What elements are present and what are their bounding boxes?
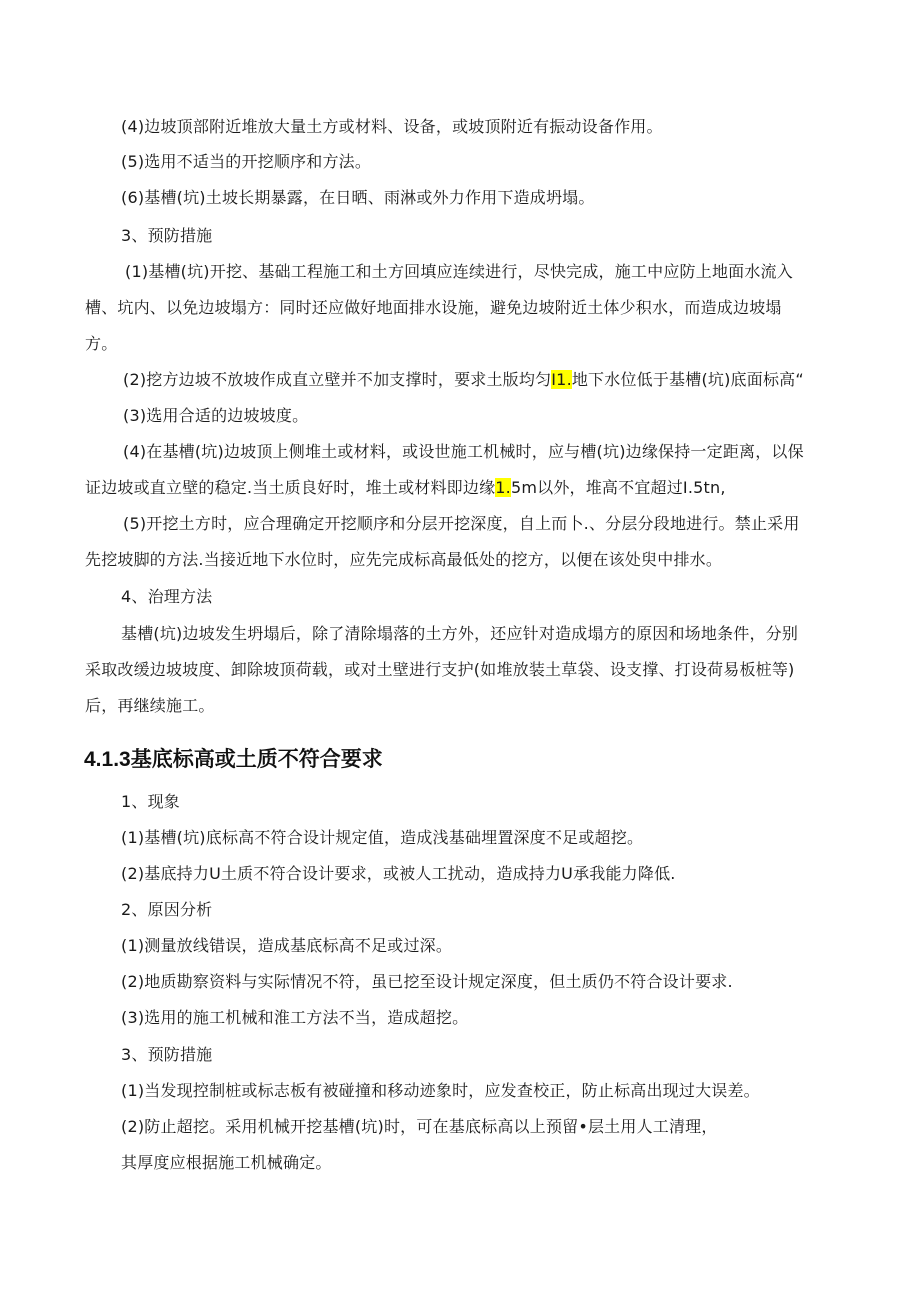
cause-item-1: (1)测量放线错误，造成基底标高不足或过深。 bbox=[121, 936, 453, 955]
prevention-2-item-2-line-1: (2)防止超挖。采用机械开挖基槽(坑)时，可在基底标高以上预留•层土用人工清理， bbox=[121, 1117, 718, 1136]
treatment-line-3: 后，再继续施工。 bbox=[85, 696, 215, 715]
phenomenon-item-2: (2)基底持力U土质不符合设计要求，或被人工扰动，造成持力U承我能力降低. bbox=[121, 864, 676, 883]
prevention-item-4-line-2 bbox=[85, 478, 726, 498]
phenomenon-item-1: (1)基槽(坑)底标高不符合设计规定值，造成浅基础埋置深度不足或超挖。 bbox=[121, 828, 644, 847]
prevention-item-1-line-1: (1)基槽(坑)开挖、基础工程施工和土方回填应连续进行，尽快完成，施工中应防上地面水流入 bbox=[125, 262, 793, 281]
treatment-line-2: 采取改缓边坡坡度、卸除坡顶荷载，或对土壁进行支护(如堆放装土草袋、设支撑、打设荷易板桩等) bbox=[85, 660, 795, 679]
prevention-item-4-text-a: 证边坡或直立壁的稳定.当土质良好时，堆土或材料即边缘 bbox=[85, 478, 496, 497]
prevention-item-5-line-2: 先挖坡脚的方法.当接近地下水位时，应先完成标高最低处的挖方，以便在该处臾中排水。 bbox=[85, 550, 723, 569]
prevention-item-5-line-1: (5)开挖土方时，应合理确定开挖顺序和分层开挖深度，自上而卜.、分层分段地进行。禁止采用 bbox=[123, 514, 800, 533]
cause-item-2: (2)地质勘察资料与实际情况不符，虽已挖至设计规定深度，但土质仍不符合设计要求. bbox=[121, 972, 733, 991]
prevention-item-1-line-3: 方。 bbox=[85, 334, 118, 353]
cause-title: 2、原因分析 bbox=[121, 900, 213, 919]
prevention-item-1-line-2: 槽、坑内、以免边坡塌方：同时还应做好地面排水设施，避免边坡附近土体少积水，而造成边坡塌 bbox=[85, 298, 782, 317]
prevention-item-3: (3)选用合适的边坡坡度。 bbox=[123, 406, 309, 425]
prevention-item-4-line-1: (4)在基槽(坑)边坡顶上侧堆土或材料，或设世施工机械时，应与槽(坑)边缘保持一定距离，以保 bbox=[123, 442, 804, 461]
prevention-title-2: 3、预防措施 bbox=[121, 1045, 213, 1064]
prevention-item-2-text-a: (2)挖方边坡不放坡作成直立壁并不加支撑时，要求土版均匀 bbox=[123, 370, 552, 389]
prevention-item-2-text-b: 地下水位低于基槽(坑)底面标高“ bbox=[571, 370, 804, 389]
phenomenon-title: 1、现象 bbox=[121, 792, 180, 811]
prevention-item-2 bbox=[123, 370, 804, 390]
cause-item-5: (5)选用不适当的开挖顺序和方法。 bbox=[121, 152, 372, 171]
section-heading: 4.1.3基底标高或土质不符合要求 bbox=[84, 748, 383, 771]
treatment-line-1: 基槽(坑)边坡发生坍塌后，除了清除塌落的土方外，还应针对造成塌方的原因和场地条件，分别 bbox=[121, 624, 799, 643]
treatment-title: 4、治理方法 bbox=[121, 587, 213, 606]
prevention-2-item-1: (1)当发现控制桩或标志板有被碰撞和移动迹象时，应发查校正，防止标高出现过大误差。 bbox=[121, 1081, 760, 1100]
prevention-item-4-text-b: 5m以外，堆高不宜超过I.5tn, bbox=[510, 478, 726, 497]
highlighted-text: I1. bbox=[551, 370, 572, 389]
cause-item-3: (3)选用的施工机械和淮工方法不当，造成超挖。 bbox=[121, 1008, 469, 1027]
highlighted-text: 1. bbox=[495, 478, 511, 497]
cause-item-6: (6)基槽(坑)土坡长期暴露，在日晒、雨淋或外力作用下造成坍塌。 bbox=[121, 188, 595, 207]
prevention-title: 3、预防措施 bbox=[121, 226, 213, 245]
prevention-2-item-2-line-2: 其厚度应根据施工机械确定。 bbox=[121, 1153, 332, 1172]
cause-item-4: (4)边坡顶部附近堆放大量土方或材料、设备，或坡顶附近有振动设备作用。 bbox=[121, 117, 663, 136]
